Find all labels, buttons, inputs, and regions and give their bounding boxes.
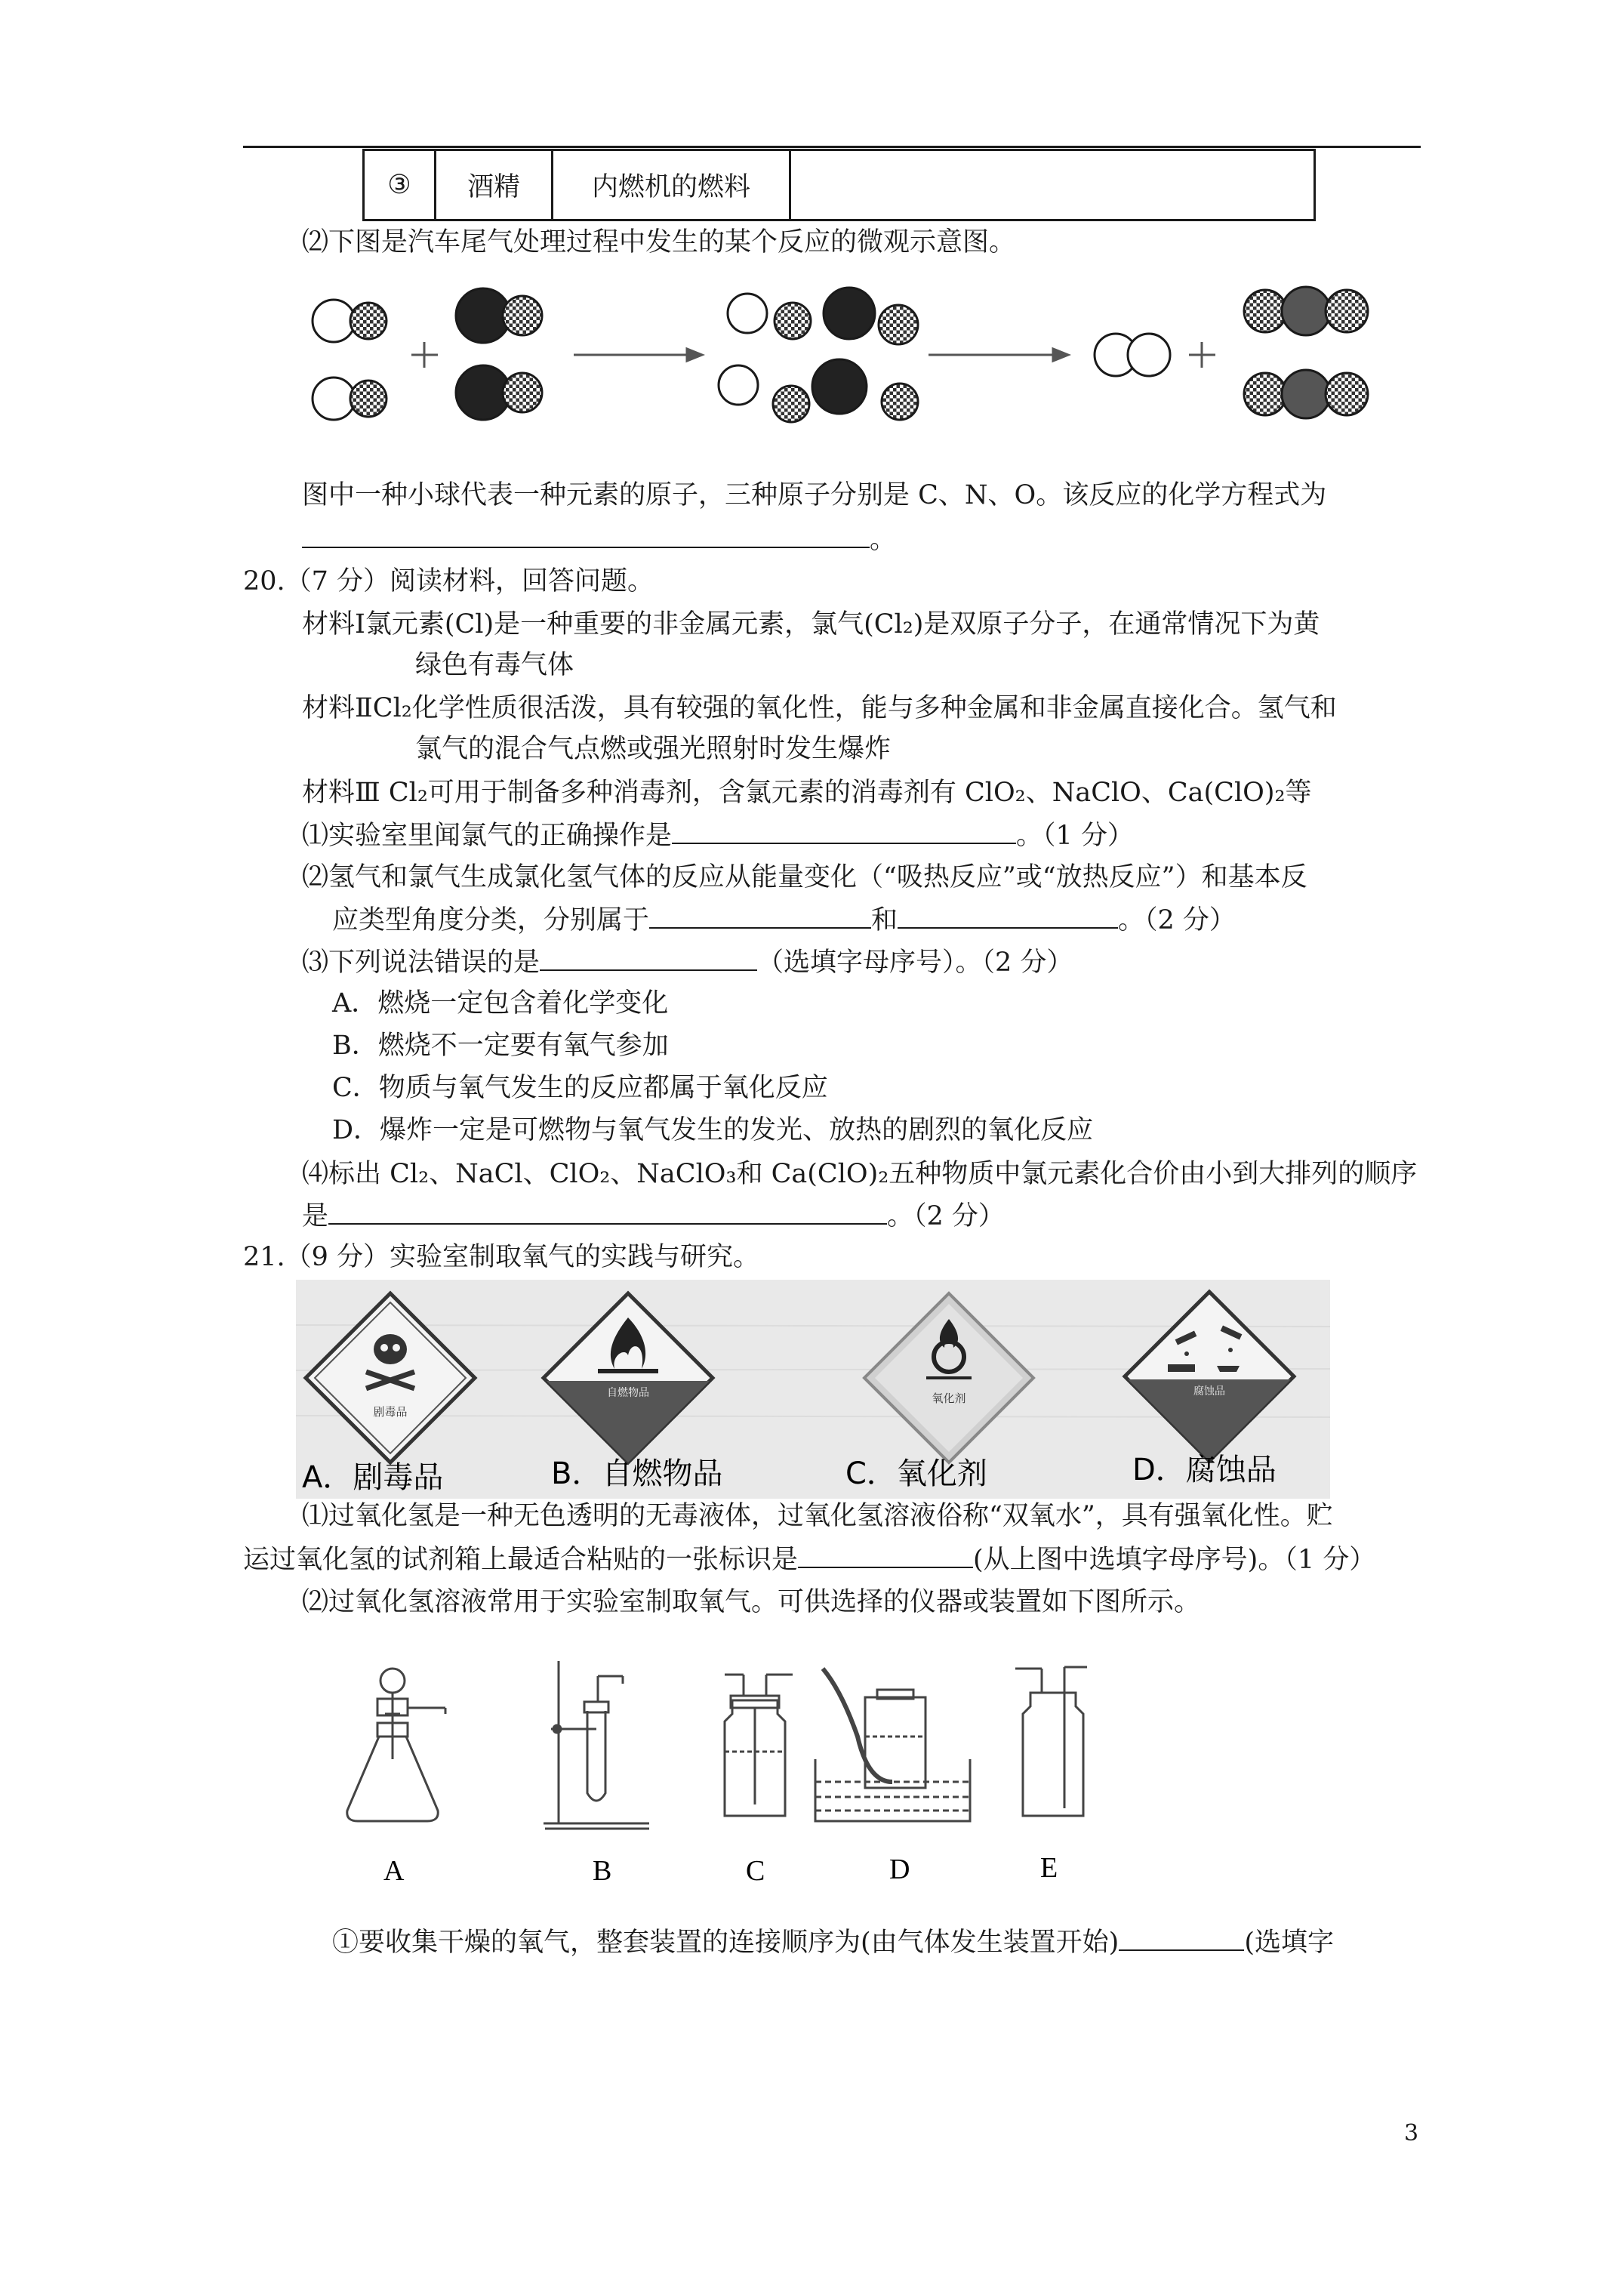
q21-part-2: ⑵过氧化氢溶液常用于实验室制取氧气。可供选择的仪器或装置如下图所示。 [302,1587,1201,1617]
reactant-molecule-2 [313,378,387,420]
q20-material-1a: 材料Ⅰ氯元素(Cl)是一种重要的非金属元素，氯气(Cl₂)是双原子分子，在通常情况下为黄 [302,609,1320,639]
q20-p1-text: ⑴实验室里闻氯气的正确操作是 [302,821,673,851]
q20-part-2b [332,901,1236,938]
q21-p2-1-blank[interactable] [1119,1924,1244,1951]
q20-p4-blank[interactable] [328,1197,887,1225]
apparatus-d-water-trough [815,1669,970,1821]
q20-p3-text: ⑶下列说法错误的是 [302,948,540,978]
product-molecule-2 [1244,287,1368,335]
q20-material-1b: 绿色有毒气体 [415,650,574,680]
apparatus-label-a: A [383,1855,405,1887]
q20-p2-blank-1[interactable] [649,901,871,929]
sign-d-caption: D．腐蚀品 [1132,1453,1277,1487]
apparatus-label-d: D [889,1854,910,1885]
q21-p1-blank[interactable] [798,1541,973,1568]
q19-2-answer-line [302,521,896,557]
apparatus-b-stand [544,1661,649,1829]
product-molecule-1 [1095,334,1170,376]
apparatus-label-e: E [1040,1852,1058,1884]
q21-title: 21.（9 分）实验室制取氧气的实践与研究。 [243,1242,760,1272]
q20-material-2a: 材料ⅡCl₂化学性质很活泼，具有较强的氧化性，能与多种金属和非金属直接化合。氢气和 [302,693,1337,723]
q20-p2-blank-2[interactable] [898,901,1118,929]
q21-p2-1-tail: (选填字 [1244,1928,1334,1958]
hazard-signs-image [296,1280,1330,1499]
page-number: 3 [1404,2120,1419,2147]
q20-p2-text: 应类型角度分类，分别属于 [332,905,650,935]
sign-a-inner-text: 剧毒品 [373,1405,408,1419]
sign-d-inner-text: 腐蚀品 [1193,1385,1225,1398]
q20-p4-text: 是 [302,1201,329,1231]
product-molecule-3 [1244,370,1368,418]
q20-p2-and: 和 [871,905,898,935]
q21-p1-text: 运过氧化氢的试剂箱上最适合粘贴的一张标识是 [243,1545,799,1575]
q20-p1-score: 。（1 分） [1016,821,1134,851]
row-number-cell: ③ [364,150,436,220]
sign-b-caption: B．自燃物品 [551,1456,723,1491]
apparatus-a-flask [347,1669,445,1821]
apparatus-c-wash-bottle [725,1675,793,1816]
q20-part-2a: ⑵氢气和氯气生成氯化氢气体的反应从能量变化（“吸热反应”或“放热反应”）和基本反 [302,862,1307,892]
use-cell: 内燃机的燃料 [553,150,790,220]
q20-title: 20.（7 分）阅读材料，回答问题。 [243,566,654,596]
q20-p4-score: 。（2 分） [887,1201,1005,1231]
q19-2-intro: ⑵下图是汽车尾气处理过程中发生的某个反应的微观示意图。 [302,227,1016,257]
q19-2-end: 。 [870,525,897,555]
table-row [364,150,1315,220]
sign-c-caption: C．氧化剂 [845,1456,987,1491]
q20-material-2b: 氯气的混合气点燃或强光照射时发生爆炸 [415,734,892,764]
q20-option-b: B．燃烧不一定要有氧气参加 [332,1031,669,1061]
apparatus-label-c: C [746,1855,765,1887]
reactant-molecule-1 [313,300,387,342]
sign-b-inner-text: 自燃物品 [607,1387,649,1399]
q20-part-3 [302,944,1073,980]
apparatus-label-b: B [593,1855,612,1887]
q21-p2-1-text: ①要收集干燥的氧气，整套装置的连接顺序为(由气体发生装置开始) [332,1928,1119,1958]
note-cell [790,150,1315,220]
q20-p3-blank[interactable] [540,944,757,971]
q20-p3-score: （选填字母序号）。（2 分） [757,948,1073,978]
q21-p1-score: (从上图中选填字母序号)。（1 分） [973,1545,1376,1575]
apparatus-e-bottle [1015,1667,1087,1816]
q20-part-4a: ⑷标出 Cl₂、NaCl、ClO₂、NaClO₃和 Ca(ClO)₂五种物质中氯元素化合价由小到大排列的顺序 [302,1159,1418,1189]
fuel-table-fragment [362,149,1316,221]
q21-part-2-1 [332,1924,1334,1960]
q20-part-1 [302,817,1134,853]
reactant-molecule-3 [456,288,542,343]
substance-cell: 酒精 [436,150,553,220]
reaction-micro-diagram [302,279,1404,453]
equation-blank[interactable] [302,521,870,548]
q20-option-d: D．爆炸一定是可燃物与氧气发生的发光、放热的剧烈的氧化反应 [332,1115,1094,1145]
q20-part-4b [302,1197,1005,1234]
q20-option-c: C．物质与氧气发生的反应都属于氧化反应 [332,1073,828,1103]
reactant-molecule-4 [456,365,542,420]
q21-part-1b [243,1541,1375,1577]
q21-part-1a: ⑴过氧化氢是一种无色透明的无毒液体，过氧化氢溶液俗称“双氧水”，具有强氧化性。贮 [302,1501,1333,1531]
apparatus-diagram [332,1653,1238,1903]
q20-option-a: A．燃烧一定包含着化学变化 [332,988,669,1019]
q20-p1-blank[interactable] [672,817,1016,844]
sign-c-inner-text: 氧化剂 [932,1391,966,1405]
header-rule [243,146,1421,148]
sign-a-caption: A．剧毒品 [302,1460,444,1495]
intermediate-atoms [719,288,918,422]
q20-material-3: 材料Ⅲ Cl₂可用于制备多种消毒剂，含氯元素的消毒剂有 ClO₂、NaClO、Ca(ClO)₂等 [302,778,1312,808]
q19-2-desc: 图中一种小球代表一种元素的原子，三种原子分别是 C、N、O。该反应的化学方程式为 [302,480,1327,510]
q20-p2-score: 。（2 分） [1118,905,1236,935]
